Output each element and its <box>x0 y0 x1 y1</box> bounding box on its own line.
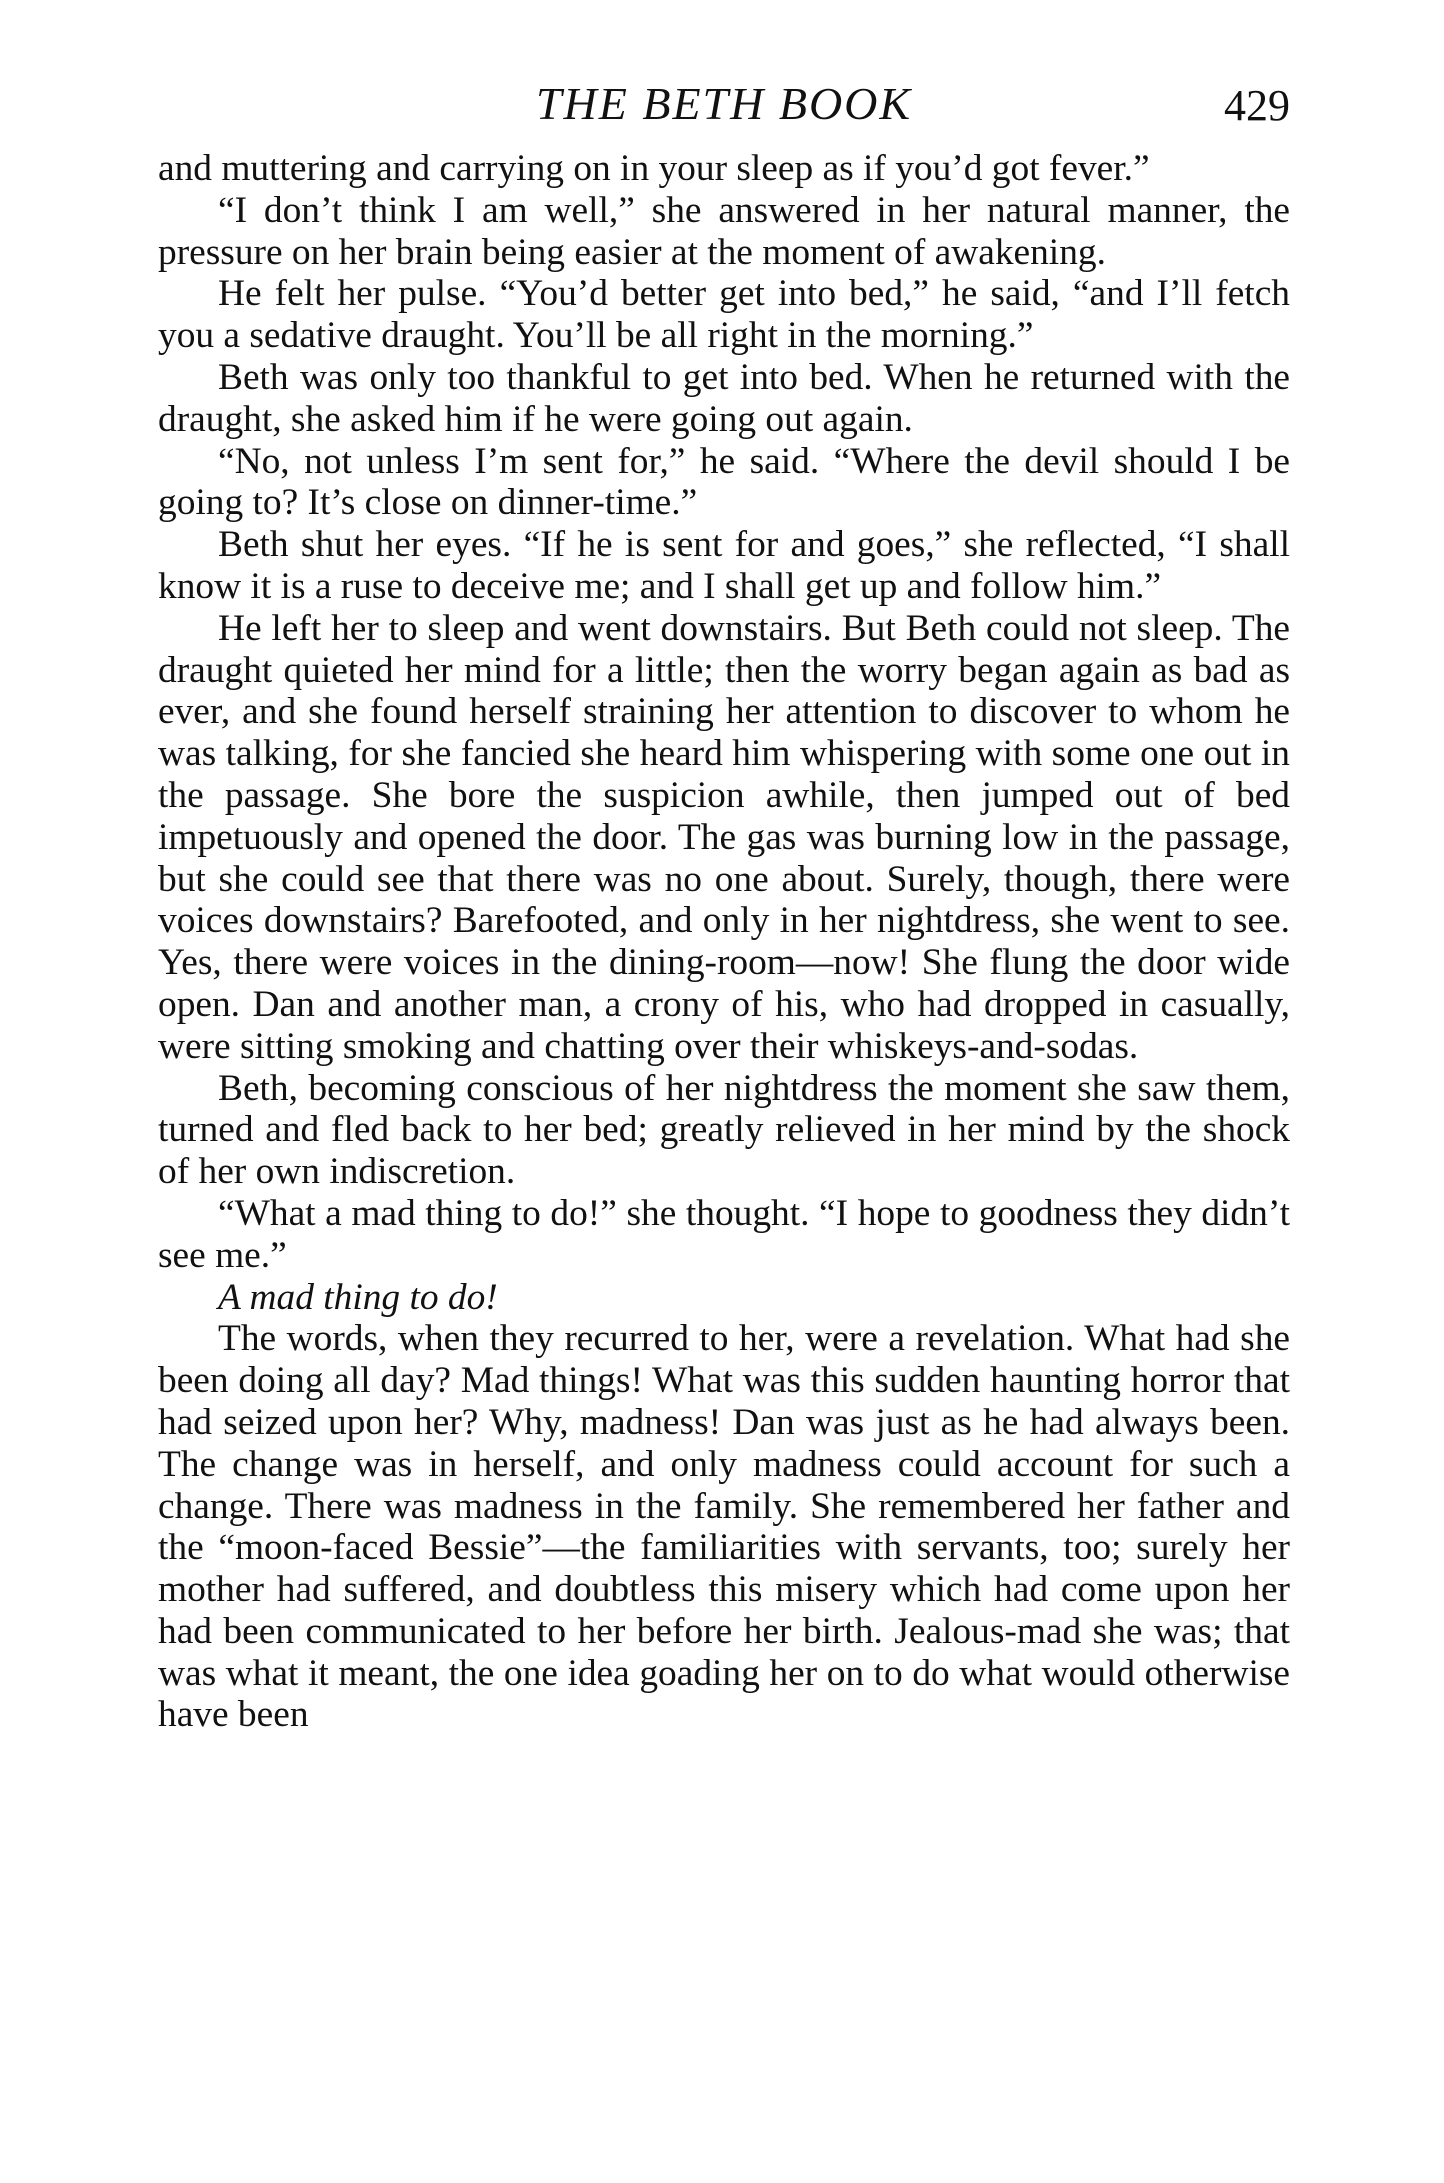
page-number: 429 <box>1224 81 1290 130</box>
paragraph: Beth shut her eyes. “If he is sent for and goes,” she reflected, “I shall know it is a ruse to deceive me; and I shall get up and follow him.” <box>158 524 1290 607</box>
paragraph: “I don’t think I am well,” she answered in her natural manner, the pressure on her brain being easier at the moment of awakening. <box>158 189 1290 273</box>
paragraph: He felt her pulse. “You’d better get into bed,” he said, “and I’ll fetch you a sedative draught. You’ll be all right in the morning.” <box>158 273 1290 357</box>
italic-paragraph: A mad thing to do! <box>218 1276 498 1318</box>
paragraph: He left her to sleep and went downstairs. But Beth could not sleep. The draught quieted her mind for a little; then the worry began again as bad as ever, and she found herself straining her attention to discover to whom he was talking, for she fancied she heard him whispering with some one out in the passage. She bore the suspicion awhile, then jumped out of bed impetuously and opened the door. The gas was burning low in the passage, but she could see that there was no one about. Surely, though, there were voices downstairs? Barefooted, and only in her nightdress, she went to see. Yes, there were voices in the dining-room—now! She flung the door wide open. Dan and another man, a crony of his, who had dropped in casually, were sitting smoking and chatting over their whiskeys-and-sodas. <box>158 607 1290 1067</box>
paragraph: “What a mad thing to do!” she thought. “I hope to goodness they didn’t see me.” <box>158 1192 1290 1276</box>
paragraph: Beth, becoming conscious of her nightdress the moment she saw them, turned and fled back to her bed; greatly relieved in her mind by the shock of her own indiscretion. <box>158 1067 1290 1193</box>
running-header <box>158 72 1290 136</box>
paragraph: The words, when they recurred to her, were a revelation. What had she been doing all day? Mad things! What was this sudden haunting horror that had seized upon her? Why, madness! Dan was just as he had always been. The change was in herself, and only madness could account for such a change. There was madness in the family. She remembered her father and the “moon-faced Bessie”—the familiarities with servants, too; surely her mother had suffered, and doubtless this misery which had come upon her had been communicated to her before her birth. Jealous-mad she was; that was what it meant, the one idea goading her on to do what would otherwise have been <box>158 1318 1290 1736</box>
paragraph: “No, not unless I’m sent for,” he said. “Where the devil should I be going to? It’s close on dinner-time.” <box>158 440 1290 524</box>
body-text <box>158 148 1290 1736</box>
paragraph: Beth was only too thankful to get into bed. When he returned with the draught, she asked him if he were going out again. <box>158 356 1290 440</box>
page-title: THE BETH BOOK <box>535 78 913 129</box>
paragraph: and muttering and carrying on in your sleep as if you’d got fever.” <box>158 148 1150 189</box>
